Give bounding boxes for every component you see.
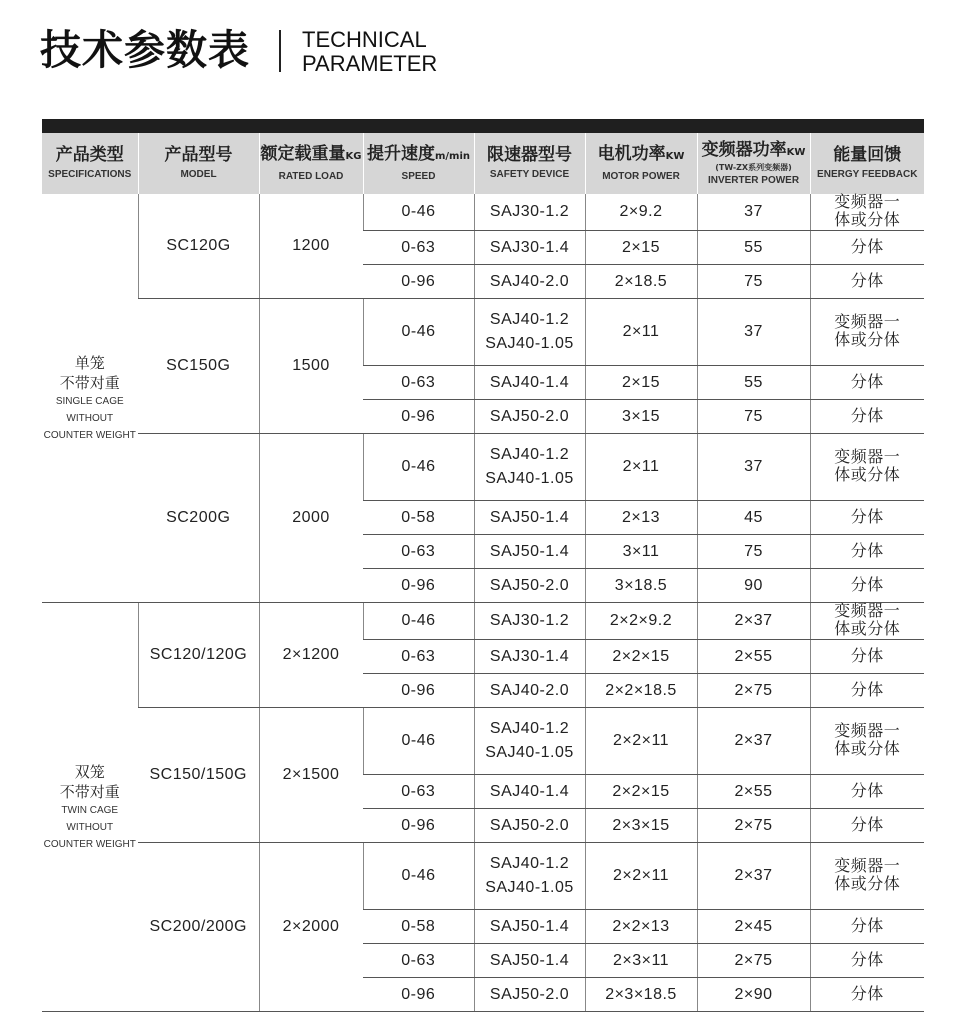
- header-en: MODEL: [180, 169, 217, 180]
- energy-feedback-cell: [810, 775, 924, 809]
- motor-power-cell: 2×2×15: [585, 775, 697, 809]
- safety-device-cell: [474, 265, 585, 299]
- inverter-power-cell: 75: [697, 265, 810, 299]
- header-cn: [586, 144, 697, 167]
- type-en-line2: WITHOUT: [66, 821, 114, 833]
- header-en: MOTOR POWER: [602, 170, 680, 182]
- energy-feedback-line2: 体或分体: [834, 876, 901, 893]
- energy-feedback-cell: [810, 194, 924, 231]
- header-en: SPECIFICATIONS: [48, 169, 132, 180]
- safety-device-line1: SAJ40-1.2: [489, 311, 570, 328]
- safety-device-cell: [474, 501, 585, 535]
- model-cell: SC120G: [138, 194, 259, 299]
- header-unit: KG: [345, 150, 362, 162]
- energy-feedback-cell: [810, 299, 924, 366]
- type-cn-line2: 不带对重: [59, 782, 120, 801]
- energy-feedback-line1: 分体: [850, 508, 884, 526]
- motor-power-cell: 2×2×11: [585, 843, 697, 910]
- energy-feedback-cell: [810, 603, 924, 640]
- energy-feedback-cell: [810, 535, 924, 569]
- header-unit: KW: [786, 146, 806, 158]
- energy-feedback-line1: 分体: [850, 576, 884, 594]
- speed-cell: 0-96: [363, 569, 474, 603]
- motor-power-cell: 2×13: [585, 501, 697, 535]
- safety-device-line2: SAJ40-1.05: [485, 335, 574, 352]
- speed-cell: 0-46: [363, 603, 474, 640]
- motor-power-cell: 2×2×11: [585, 708, 697, 775]
- rated-load-cell: 2×1200: [259, 603, 363, 708]
- motor-power-cell: 3×18.5: [585, 569, 697, 603]
- energy-feedback-line2: 体或分体: [834, 212, 901, 229]
- inverter-power-cell: 2×75: [697, 809, 810, 843]
- header-energy-feedback: [810, 133, 924, 194]
- inverter-power-cell: 2×37: [697, 708, 810, 775]
- safety-device-line1: SAJ50-1.4: [489, 951, 570, 969]
- safety-device-line1: SAJ50-1.4: [489, 917, 570, 935]
- page-title-en: [302, 28, 437, 76]
- motor-power-cell: 2×11: [585, 434, 697, 501]
- inverter-power-cell: 2×75: [697, 944, 810, 978]
- model-cell: SC150/150G: [138, 708, 259, 843]
- header-model: [138, 133, 259, 194]
- safety-device-line1: SAJ50-2.0: [489, 985, 570, 1003]
- header-cn: 产品类型: [55, 145, 124, 165]
- header-motor-power: [585, 133, 697, 194]
- speed-cell: 0-63: [363, 231, 474, 265]
- energy-feedback-cell: [810, 265, 924, 299]
- type-cn-line1: 单笼: [74, 353, 105, 372]
- motor-power-cell: 2×15: [585, 366, 697, 400]
- energy-feedback-cell: [810, 910, 924, 944]
- model-cell: SC120/120G: [138, 603, 259, 708]
- type-cn-line1: 双笼: [74, 762, 105, 781]
- motor-power-cell: 3×15: [585, 400, 697, 434]
- safety-device-cell: [474, 231, 585, 265]
- safety-device-cell: [474, 640, 585, 674]
- header-cn: [698, 140, 810, 163]
- speed-cell: 0-63: [363, 366, 474, 400]
- safety-device-cell: [474, 674, 585, 708]
- safety-device-line1: SAJ30-1.4: [489, 238, 570, 256]
- safety-device-line1: SAJ40-2.0: [489, 272, 570, 290]
- inverter-power-cell: 2×45: [697, 910, 810, 944]
- motor-power-cell: 2×2×15: [585, 640, 697, 674]
- energy-feedback-line1: 分体: [850, 951, 884, 969]
- speed-cell: 0-58: [363, 910, 474, 944]
- speed-cell: 0-63: [363, 775, 474, 809]
- safety-device-line1: SAJ40-1.2: [489, 446, 570, 463]
- header-sub: (TW-ZX系列变频器): [715, 162, 792, 172]
- safety-device-line2: SAJ40-1.05: [485, 744, 574, 761]
- safety-device-line1: SAJ30-1.2: [489, 203, 570, 220]
- energy-feedback-line1: 分体: [850, 816, 884, 834]
- energy-feedback-line2: 体或分体: [834, 741, 901, 758]
- energy-feedback-line1: 分体: [850, 542, 884, 560]
- safety-device-cell: [474, 194, 585, 231]
- inverter-power-cell: 2×55: [697, 640, 810, 674]
- energy-feedback-cell: [810, 708, 924, 775]
- inverter-power-cell: 55: [697, 231, 810, 265]
- table-top-bar: [42, 119, 924, 133]
- header-unit: m/min: [434, 150, 471, 162]
- speed-cell: 0-96: [363, 809, 474, 843]
- header-speed: [363, 133, 474, 194]
- energy-feedback-cell: [810, 569, 924, 603]
- motor-power-cell: 2×11: [585, 299, 697, 366]
- page-title: 技术参数表: [40, 26, 250, 74]
- safety-device-cell: [474, 366, 585, 400]
- energy-feedback-line1: 分体: [850, 373, 884, 391]
- table-row: [42, 299, 924, 366]
- safety-device-cell: [474, 978, 585, 1012]
- rated-load-cell: 1500: [259, 299, 363, 434]
- header-safety-device: [474, 133, 585, 194]
- energy-feedback-line1: 分体: [850, 681, 884, 699]
- header-cn: 产品型号: [164, 145, 233, 165]
- header-en: RATED LOAD: [278, 170, 344, 182]
- speed-cell: 0-46: [363, 434, 474, 501]
- speed-cell: 0-46: [363, 843, 474, 910]
- energy-feedback-line1: 分体: [850, 985, 884, 1003]
- header-unit: KW: [665, 150, 685, 162]
- safety-device-line1: SAJ40-1.2: [489, 855, 570, 872]
- safety-device-cell: [474, 843, 585, 910]
- header-row: [42, 133, 924, 194]
- table-row: [42, 843, 924, 910]
- product-type-cell: [42, 603, 138, 1012]
- type-cn-line2: 不带对重: [59, 373, 120, 392]
- header-cn-text: 变频器功率: [701, 139, 787, 160]
- header-rated-load: [259, 133, 363, 194]
- safety-device-cell: [474, 910, 585, 944]
- table-row: [42, 603, 924, 640]
- energy-feedback-line1: 变频器一: [834, 858, 901, 875]
- motor-power-cell: 3×11: [585, 535, 697, 569]
- speed-cell: 0-63: [363, 640, 474, 674]
- safety-device-line1: SAJ50-2.0: [489, 816, 570, 834]
- header-en: SAFETY DEVICE: [489, 169, 570, 180]
- rated-load-cell: 1200: [259, 194, 363, 299]
- safety-device-line1: SAJ40-2.0: [489, 681, 570, 699]
- inverter-power-cell: 2×75: [697, 674, 810, 708]
- inverter-power-cell: 37: [697, 299, 810, 366]
- energy-feedback-line2: 体或分体: [834, 621, 901, 638]
- motor-power-cell: 2×15: [585, 231, 697, 265]
- table-row: [42, 708, 924, 775]
- speed-cell: 0-96: [363, 674, 474, 708]
- header-cn: 限速器型号: [487, 145, 572, 165]
- spec-table: [42, 133, 924, 1012]
- energy-feedback-line1: 分体: [850, 647, 884, 665]
- safety-device-line1: SAJ40-1.4: [489, 373, 570, 391]
- type-en-line1: TWIN CAGE: [61, 804, 119, 816]
- safety-device-line1: SAJ50-2.0: [489, 576, 570, 594]
- table-row: [42, 434, 924, 501]
- safety-device-cell: [474, 944, 585, 978]
- safety-device-cell: [474, 775, 585, 809]
- motor-power-cell: 2×2×9.2: [585, 603, 697, 640]
- safety-device-line2: SAJ40-1.05: [485, 879, 574, 896]
- motor-power-cell: 2×2×18.5: [585, 674, 697, 708]
- speed-cell: 0-46: [363, 708, 474, 775]
- title-en-line1: TECHNICAL: [302, 27, 427, 52]
- inverter-power-cell: 2×90: [697, 978, 810, 1012]
- energy-feedback-line1: 变频器一: [834, 449, 901, 466]
- safety-device-cell: [474, 603, 585, 640]
- inverter-power-cell: 2×37: [697, 603, 810, 640]
- energy-feedback-cell: [810, 434, 924, 501]
- safety-device-line1: SAJ50-2.0: [489, 407, 570, 425]
- energy-feedback-cell: [810, 501, 924, 535]
- header-en: SPEED: [401, 170, 436, 182]
- energy-feedback-cell: [810, 400, 924, 434]
- type-en-line3: COUNTER WEIGHT: [43, 838, 136, 850]
- safety-device-cell: [474, 569, 585, 603]
- energy-feedback-line1: 变频器一: [834, 723, 901, 740]
- model-cell: SC150G: [138, 299, 259, 434]
- energy-feedback-cell: [810, 809, 924, 843]
- speed-cell: 0-46: [363, 299, 474, 366]
- header-cn: [364, 144, 474, 167]
- table-row: [42, 194, 924, 231]
- energy-feedback-line2: 体或分体: [834, 332, 901, 349]
- type-en-line2: WITHOUT: [66, 412, 114, 424]
- title-divider: [279, 30, 281, 72]
- parameter-table: [42, 119, 924, 1012]
- speed-cell: 0-63: [363, 535, 474, 569]
- safety-device-line1: SAJ50-1.4: [489, 508, 570, 526]
- inverter-power-cell: 2×55: [697, 775, 810, 809]
- inverter-power-cell: 37: [697, 434, 810, 501]
- energy-feedback-cell: [810, 674, 924, 708]
- energy-feedback-line1: 分体: [850, 782, 884, 800]
- energy-feedback-cell: [810, 978, 924, 1012]
- safety-device-line1: SAJ40-1.2: [489, 720, 570, 737]
- inverter-power-cell: 75: [697, 535, 810, 569]
- energy-feedback-line1: 变频器一: [834, 603, 901, 620]
- energy-feedback-line1: 分体: [850, 272, 884, 290]
- header-cn-text: 额定载重量: [260, 143, 346, 164]
- header-inverter-power: [697, 133, 810, 194]
- safety-device-line2: SAJ40-1.05: [485, 470, 574, 487]
- safety-device-line1: SAJ30-1.4: [489, 647, 570, 665]
- header-cn-text: 提升速度: [366, 143, 435, 164]
- inverter-power-cell: 2×37: [697, 843, 810, 910]
- energy-feedback-line1: 分体: [850, 407, 884, 425]
- header-cn-text: 电机功率: [597, 143, 666, 164]
- safety-device-cell: [474, 434, 585, 501]
- speed-cell: 0-96: [363, 978, 474, 1012]
- motor-power-cell: 2×3×15: [585, 809, 697, 843]
- energy-feedback-cell: [810, 843, 924, 910]
- inverter-power-cell: 37: [697, 194, 810, 231]
- motor-power-cell: 2×18.5: [585, 265, 697, 299]
- model-cell: SC200/200G: [138, 843, 259, 1012]
- motor-power-cell: 2×3×11: [585, 944, 697, 978]
- energy-feedback-line1: 分体: [850, 917, 884, 935]
- inverter-power-cell: 45: [697, 501, 810, 535]
- safety-device-cell: [474, 809, 585, 843]
- safety-device-line1: SAJ30-1.2: [489, 612, 570, 629]
- speed-cell: 0-58: [363, 501, 474, 535]
- speed-cell: 0-46: [363, 194, 474, 231]
- energy-feedback-cell: [810, 231, 924, 265]
- inverter-power-cell: 75: [697, 400, 810, 434]
- safety-device-line1: SAJ50-1.4: [489, 542, 570, 560]
- energy-feedback-line1: 变频器一: [834, 314, 901, 331]
- safety-device-cell: [474, 535, 585, 569]
- energy-feedback-line1: 变频器一: [834, 194, 901, 211]
- header-specifications: [42, 133, 138, 194]
- title-en-line2: PARAMETER: [302, 51, 438, 76]
- speed-cell: 0-96: [363, 400, 474, 434]
- product-type-cell: [42, 194, 138, 603]
- safety-device-cell: [474, 299, 585, 366]
- energy-feedback-cell: [810, 366, 924, 400]
- speed-cell: 0-96: [363, 265, 474, 299]
- safety-device-cell: [474, 400, 585, 434]
- header-cn: [260, 144, 363, 167]
- inverter-power-cell: 90: [697, 569, 810, 603]
- model-cell: SC200G: [138, 434, 259, 603]
- energy-feedback-line2: 体或分体: [834, 467, 901, 484]
- inverter-power-cell: 55: [697, 366, 810, 400]
- type-en-line1: SINGLE CAGE: [55, 395, 124, 407]
- energy-feedback-cell: [810, 944, 924, 978]
- type-en-line3: COUNTER WEIGHT: [43, 429, 136, 441]
- motor-power-cell: 2×3×18.5: [585, 978, 697, 1012]
- motor-power-cell: 2×2×13: [585, 910, 697, 944]
- energy-feedback-line1: 分体: [850, 238, 884, 256]
- rated-load-cell: 2000: [259, 434, 363, 603]
- header-en: ENERGY FEEDBACK: [817, 169, 918, 180]
- speed-cell: 0-63: [363, 944, 474, 978]
- header-en: INVERTER POWER: [707, 174, 800, 186]
- rated-load-cell: 2×1500: [259, 708, 363, 843]
- header-cn: 能量回馈: [833, 145, 902, 165]
- table-body: [42, 194, 924, 1012]
- safety-device-cell: [474, 708, 585, 775]
- energy-feedback-cell: [810, 640, 924, 674]
- safety-device-line1: SAJ40-1.4: [489, 782, 570, 800]
- motor-power-cell: 2×9.2: [585, 194, 697, 231]
- rated-load-cell: 2×2000: [259, 843, 363, 1012]
